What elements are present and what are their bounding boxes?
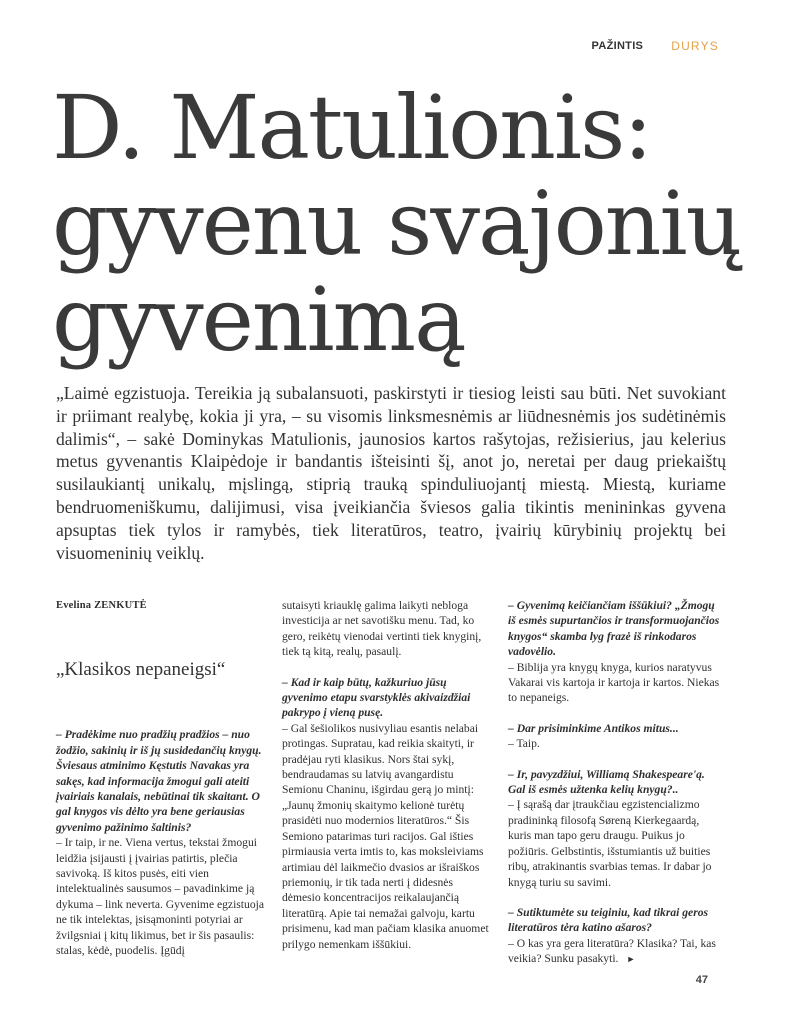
question: – Kad ir kaip būtų, kažkuriuo jūsų gyvenimo etapu svarstyklės akivaizdžiai pakrypo į vieną pusę. [282, 675, 471, 720]
text-column-1 [56, 598, 268, 959]
text-column-3 [508, 598, 720, 968]
author-byline: Evelina ZENKUTĖ [56, 600, 147, 611]
question: – Pradėkime nuo pradžių pradžios – nuo žodžio, sakinių ir iš jų susidedančių knygų. Šviesaus atminimo Kęstutis Navakas yra sakęs, kad informacija žmogui gali ateiti įvairiais kanalais, nebūtinai tik skaitant. O gal knygos vis dėlto yra bene geriausias gyvenimo pažinimo šaltinis? [56, 728, 262, 834]
section-subheading: „Klasikos nepaneigsi“ [56, 659, 226, 681]
section-label: PAŽINTIS [591, 40, 644, 52]
answer: – Biblija yra knygų knyga, kurios naratyvus Vakarai vis kartoja ir kartoja ir kartos. Niekas to nepaneigs. [508, 660, 720, 705]
answer: – Į sąrašą dar įtraukčiau egzistencializmo pradininką filosofą Søreną Kierkegaardą, kuris man tapo geru draugu. Puikus jo požiūris. Gelbstintis, išstumiantis už buities ribų, atrakinantis svarbias temas. Ir dabar jo knygą turiu su savimi. [508, 798, 712, 889]
answer: – Ir taip, ir ne. Viena vertus, tekstai žmogui leidžia įsijausti į įvairias patirtis, plečia savivoką. Iš kitos pusės, eiti vien intelektualinės sausumos – pavadinkime ją dykuma – link neverta. Gyvenime egzistuoja ne tik intelektas, įsisąmoninti potyriai ar žvilgsniai į kitų likimus, bet ir šis pasaulis: stalas, kėdė, puodelis. Įgūdį [56, 836, 264, 958]
question: – Ir, pavyzdžiui, Williamą Shakespeare'ą. Gal iš esmės užtenka kelių knygų?.. [508, 767, 705, 797]
lead-paragraph: „Laimė egzistuoja. Tereikia ją subalansuoti, paskirstyti ir tiesiog leisti sau būti. Net suvokiant ir priimant realybę, kokia ji yra, – su visomis linksmesnėmis ar liūdnesnėmis jos sudėtinėmis dalimis“, – sakė Dominykas Matulionis, jaunosios kartos rašytojas, režisierius, jau kelerius metus gyvenantis Klaipėdoje ir bandantis išteisinti šį, anot jo, neretai per daug priekaištų susilaukiantį unikalų, mįslingą, stiprią trauką spinduliuojantį miestą. Miestą, kuriame bendruomeniškumu, dalijimusi, visa įveikiančia šviesos galia tikintis menininkas gyvena apsuptas tiek tylos ir ramybės, tiek literatūros, teatro, įvairių kūrybinių projektų bei visuomeninių veiklų. [56, 383, 726, 563]
answer-continued: sutaisyti kriauklę galima laikyti nebloga investicija ar net savotišku menu. Tad, ko gero, reikėtų vienodai vertinti tiek knyginį, tiek tą kitą, realų, pasaulį. [282, 599, 482, 659]
question: – Dar prisiminkime Antikos mitus... [508, 721, 679, 735]
answer: – Gal šešiolikos nusivyliau esantis nelabai protingas. Supratau, kad reikia skaityti, ir pradėjau ryti klasikus. Nors štai sykį, bendraudamas su latvių avangardistu Semionu Chaninu, išgirdau gerą jo mintį: „Jaunų žmonių skaitymo kelionė turėtų prasidėti nuo modernios literatūros.“ Šis Semiono patarimas turi racijos. Gal išties pirmiausia verta imtis to, kas moksleiviams artimiau dėl laikmečio dvasios ar išraiškos priemonių, ir tik tada nerti į didesnės dėmesio koncentracijos reikalaujančią literatūrą. Apie tai nemažai galvoju, kartu prisimenu, kad man pačiam klasika anuomet prilygo nemenkam iššūkiui. [282, 721, 489, 951]
title-line-1: D. Matulionis: [52, 76, 651, 179]
question: – Sutiktumėte su teiginiu, kad tikrai geros literatūros tėra katino ašaros? [508, 905, 709, 935]
question: – Gyvenimą keičiančiam iššūkiui? „Žmogų iš esmės supurtančios ir transformuojančios knygos“ skamba lyg frazė iš rinkodaros vadovėlio. [508, 599, 720, 659]
article-title [52, 76, 752, 371]
magazine-name: DURYS [671, 39, 719, 53]
page-header [592, 39, 720, 53]
answer-with-arrow [508, 936, 720, 968]
text-column-2 [282, 598, 494, 952]
page-number: 47 [695, 974, 708, 986]
answer: – O kas yra gera literatūra? Klasika? Tai, kas veikia? Sunku pasakyti. [508, 936, 716, 966]
title-line-2: gyvenu svajonių [52, 172, 741, 275]
title-line-3: gyvenimą [52, 268, 465, 371]
continue-arrow-icon: ► [626, 954, 636, 965]
answer: – Taip. [508, 737, 540, 751]
